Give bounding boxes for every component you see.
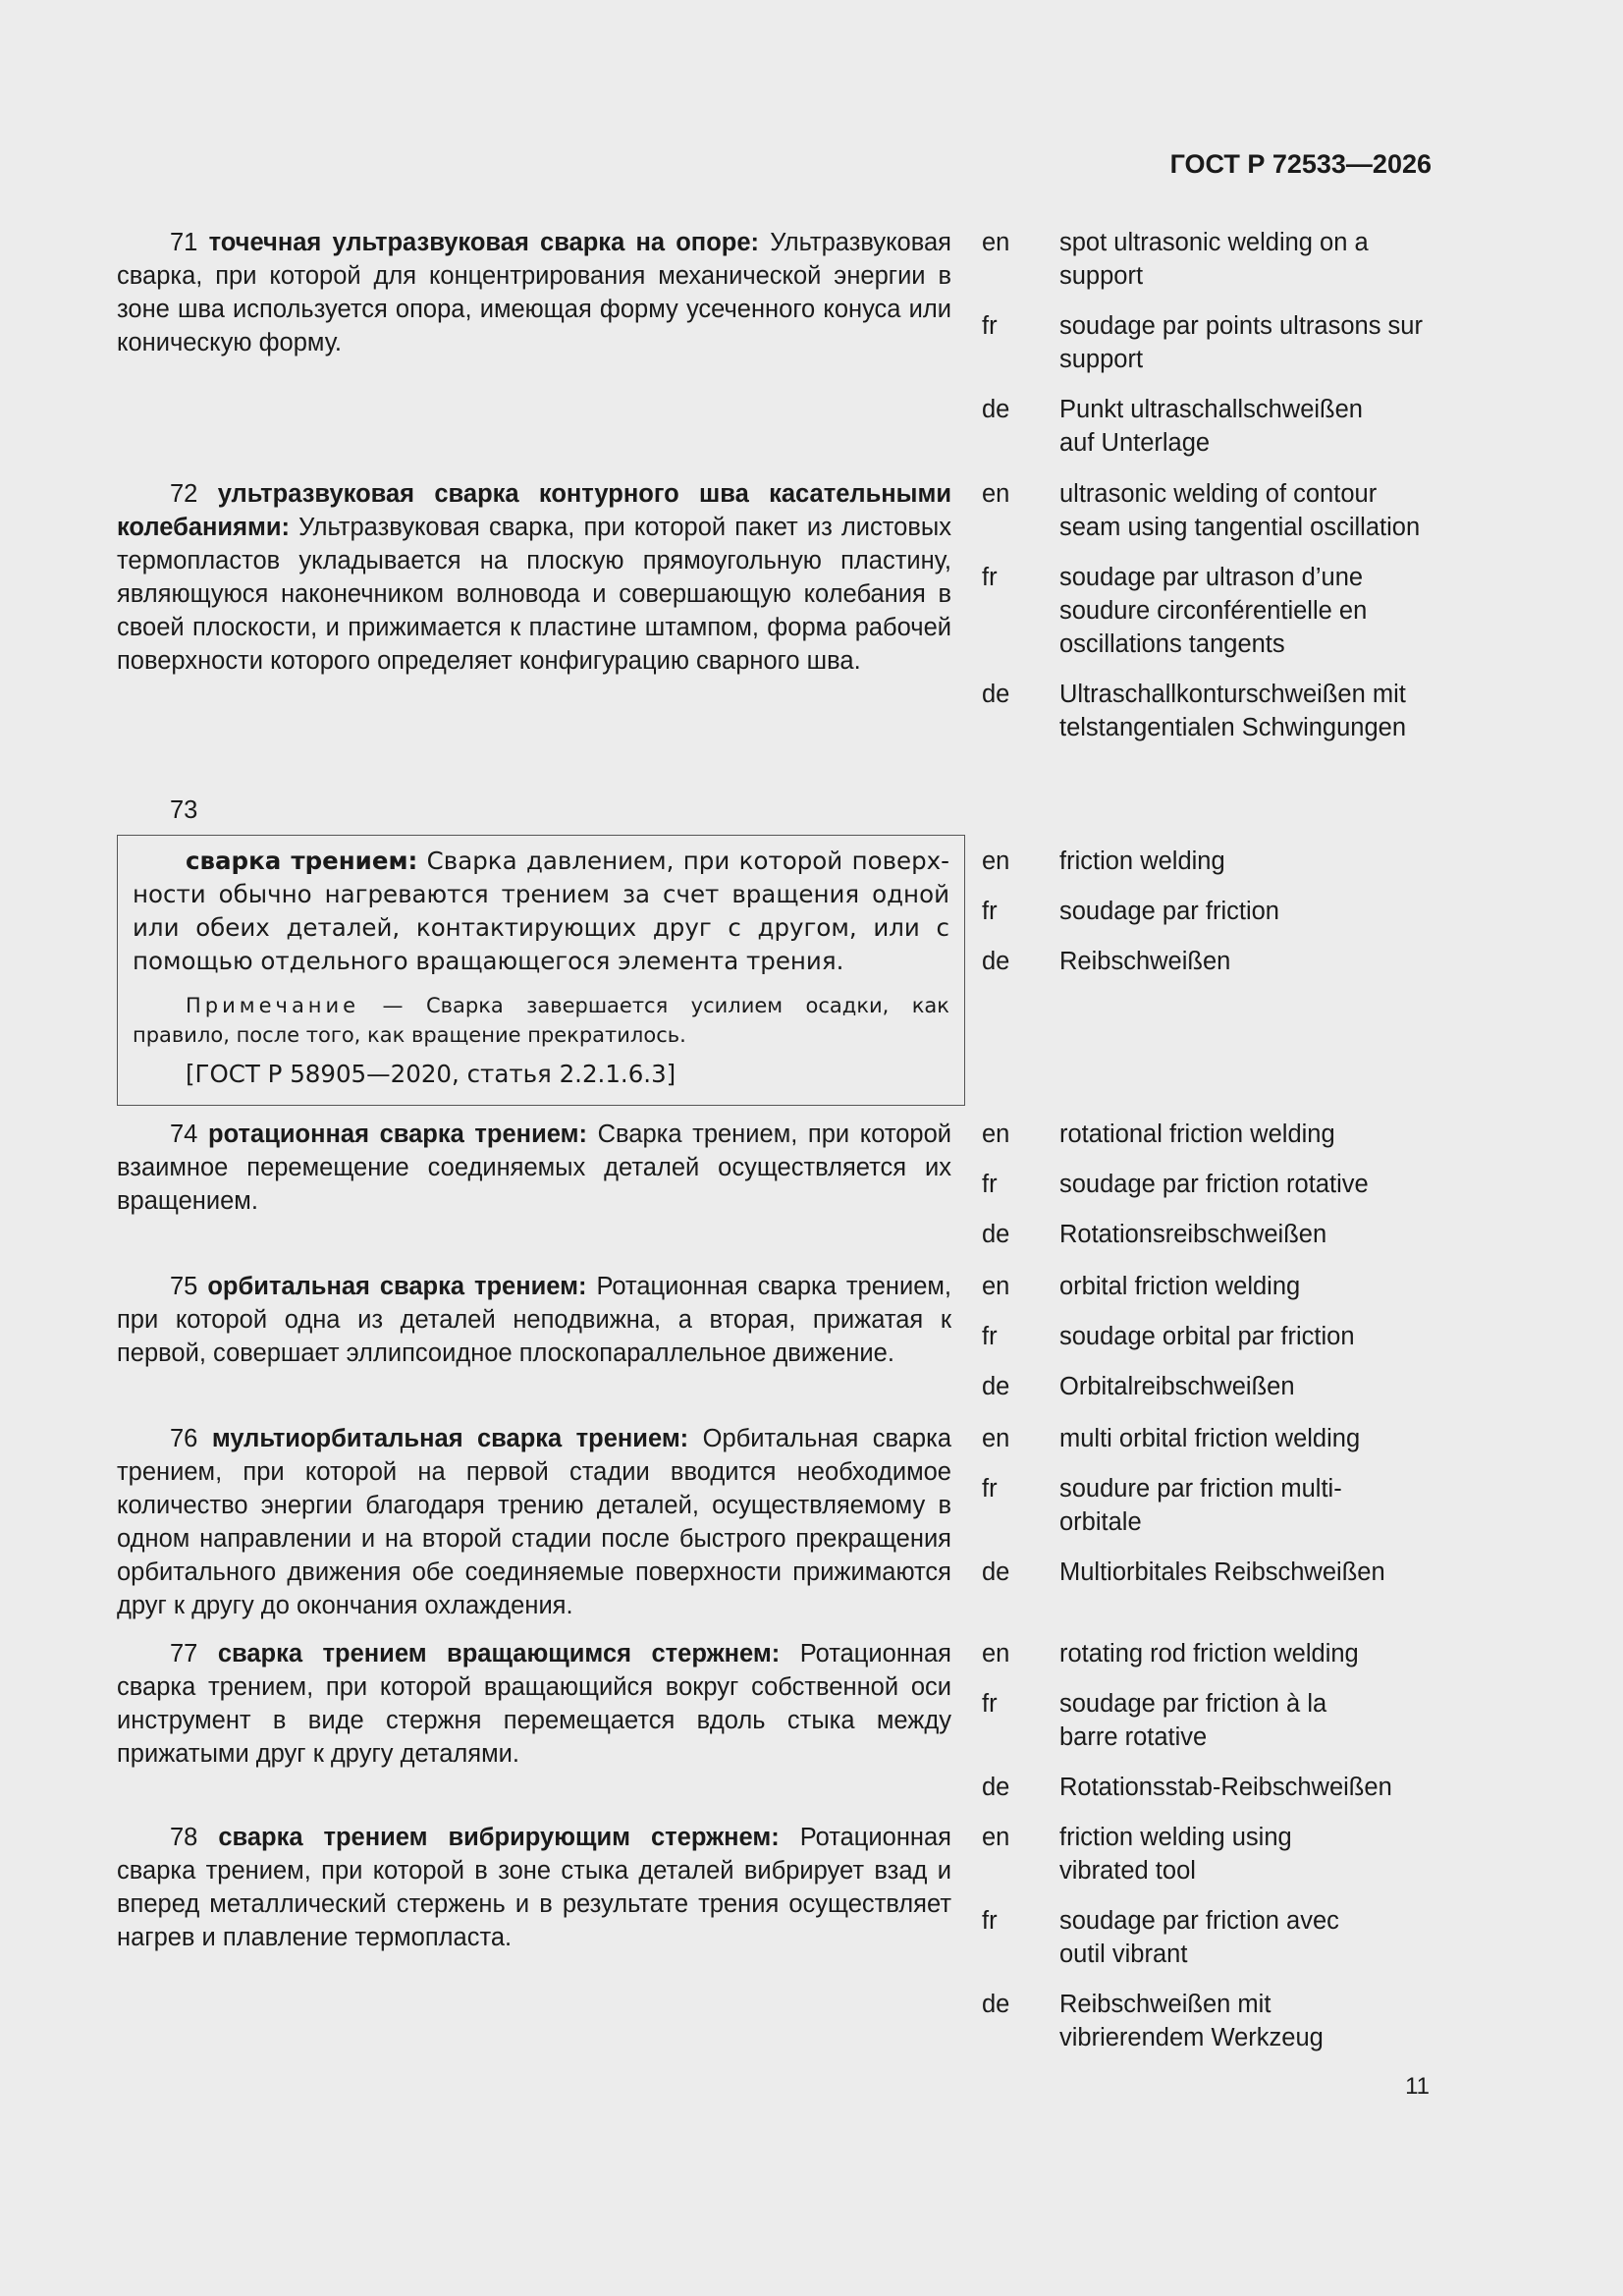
term-text: multi orbital friction welding	[1059, 1425, 1361, 1452]
definition-text: Ультразвуковая сварка, при которой для концентрирования механической энергии в зоне шва используется опора, имеющая форму усеченного конуса или коническую форму.	[117, 229, 951, 356]
lang-code: de	[982, 681, 1010, 708]
definition-text: Ультразвуковая сварка, при которой пакет из листовых термопластов укладывается на плоскую прямоугольную пластину, являющуюся наконечником волновода и совершающую колебания в своей плоскости, и прижимается к пластине штампом, форма рабочей поверхности которого определяет конфигурацию сварного шва.	[117, 514, 951, 675]
definition-text: Ротационная сварка трением, при которой вращающийся вокруг собственной оси инструмент в виде стержня перемещается вдоль стыка между прижатыми друг к другу деталями.	[117, 1640, 951, 1768]
definition-text: Сварка давлением, при которой поверхности обычно нагреваются трением за счет вращения одной или обеих деталей, контактирующих друг с другом, или с помощью отдельного вращающегося элемента трения.	[133, 847, 949, 975]
term-en	[982, 1118, 1434, 1151]
definition-74	[117, 1118, 951, 1218]
term-text: Orbitalreibschweißen	[1059, 1373, 1295, 1400]
lang-code: fr	[982, 898, 998, 925]
term-text: friction welding using vibrated tool	[1059, 1824, 1292, 1885]
lang-code: fr	[982, 312, 998, 340]
term-text: soudage par ultrason d’une soudure circonférentielle en oscillations tangents	[1059, 564, 1368, 658]
source-reference: [ГОСТ Р 58905—2020, статья 2.2.1.6.3]	[186, 1060, 676, 1088]
term-en	[982, 1270, 1434, 1303]
lang-code: en	[982, 480, 1010, 508]
term-en	[982, 226, 1434, 293]
definition-71	[117, 226, 951, 359]
term-de	[982, 1988, 1434, 2054]
lang-code: fr	[982, 1907, 998, 1935]
term-fr	[982, 1320, 1434, 1353]
term-text: Reibschweißen	[1059, 948, 1231, 975]
term-text: soudage par points ultrasons sur support	[1059, 312, 1423, 373]
lang-code: de	[982, 1991, 1010, 2018]
term-de	[982, 945, 1434, 978]
equivalents-71	[982, 226, 1434, 476]
equivalents-78	[982, 1821, 1434, 2071]
term-text: rotating rod friction welding	[1059, 1640, 1359, 1667]
term-text: Multiorbitales Reibschweißen	[1059, 1558, 1385, 1586]
note	[133, 991, 949, 1050]
definition-75	[117, 1270, 951, 1370]
term-text: Rotationsstab-Reibschweißen	[1059, 1774, 1392, 1801]
definition-text: Орбитальная сварка трением, при которой на первой стадии вводится необходимое количество энергии благодаря трению деталей, осуществляемому в одном направлении и на второй стадии после быстрого прекращения орбитального движения обе соединяемые поверхности прижимаются друг к другу до окончания охлаждения.	[117, 1425, 952, 1619]
term-text: soudage par friction à la barre rotative	[1059, 1690, 1327, 1751]
entry-number: 77	[170, 1640, 198, 1667]
lang-code: en	[982, 1640, 1010, 1667]
entry-number: 74	[170, 1121, 198, 1148]
term-fr	[982, 1687, 1434, 1754]
equivalents-77	[982, 1637, 1434, 1821]
note-label: Примечание	[186, 994, 360, 1017]
lang-code: de	[982, 1558, 1010, 1586]
lang-code: fr	[982, 1690, 998, 1718]
term-ru: сварка трением вибрирующим стержнем:	[218, 1824, 780, 1851]
term-de	[982, 393, 1434, 460]
term-fr	[982, 1904, 1434, 1971]
lang-code: de	[982, 1373, 1010, 1400]
note-text: — Сварка завершается усилием осадки, как правило, после того, как вращение прекратилось.	[133, 994, 949, 1047]
definition-72	[117, 477, 951, 678]
term-ru: ротационная сварка трением:	[208, 1121, 587, 1148]
lang-code: de	[982, 1774, 1010, 1801]
lang-code: en	[982, 847, 1010, 875]
definition-76	[117, 1422, 951, 1622]
definition-77	[117, 1637, 951, 1771]
term-de	[982, 1370, 1434, 1403]
lang-code: fr	[982, 1475, 998, 1503]
lang-code: fr	[982, 1171, 998, 1198]
lang-code: en	[982, 1121, 1010, 1148]
entry-number: 76	[170, 1425, 198, 1452]
equivalents-76	[982, 1422, 1434, 1606]
entry-number: 72	[170, 480, 198, 508]
lang-code: de	[982, 948, 1010, 975]
term-text: Punkt ultraschallschweißen auf Unterlage	[1059, 396, 1363, 457]
term-ru: точечная ультразвуковая сварка на опоре:	[208, 229, 760, 256]
term-ru: орбитальная сварка трением:	[207, 1273, 587, 1300]
term-text: soudage orbital par friction	[1059, 1323, 1355, 1350]
term-fr	[982, 309, 1434, 376]
entry-number: 75	[170, 1273, 198, 1300]
term-ru: мультиорбитальная сварка трением:	[211, 1425, 689, 1452]
lang-code: de	[982, 396, 1010, 423]
term-text: friction welding	[1059, 847, 1225, 875]
term-text: soudage par friction	[1059, 898, 1279, 925]
term-de	[982, 678, 1434, 744]
term-text: orbital friction welding	[1059, 1273, 1301, 1300]
term-en	[982, 477, 1434, 544]
term-text: rotational friction welding	[1059, 1121, 1335, 1148]
term-ru: сварка трением:	[186, 847, 418, 875]
term-en	[982, 1422, 1434, 1455]
definition-text: Ротационная сварка трением, при которой в зоне стыка деталей вибрирует взад и вперед металлический стержень и в результате трения осуществляет нагрев и плавление термопласта.	[117, 1824, 951, 1951]
equivalents-72	[982, 477, 1434, 761]
entry-number: 78	[170, 1824, 198, 1851]
equivalents-75	[982, 1270, 1434, 1420]
lang-code: fr	[982, 564, 998, 591]
term-de	[982, 1556, 1434, 1589]
term-text: spot ultrasonic welding on a support	[1059, 229, 1369, 290]
term-text: soudage par friction avec outil vibrant	[1059, 1907, 1339, 1968]
term-fr	[982, 1472, 1434, 1539]
term-fr	[982, 895, 1434, 928]
term-fr	[982, 1168, 1434, 1201]
term-fr	[982, 561, 1434, 661]
definition-78	[117, 1821, 951, 1954]
term-text: ultrasonic welding of contour seam using tangential oscillation	[1059, 480, 1421, 541]
term-text: Rotationsreibschweißen	[1059, 1221, 1327, 1248]
lang-code: en	[982, 1824, 1010, 1851]
lang-code: de	[982, 1221, 1010, 1248]
page-number: 11	[1405, 2073, 1430, 2100]
term-text: soudure par friction multiorbitale	[1059, 1475, 1342, 1536]
equivalents-73	[982, 845, 1434, 995]
term-en	[982, 1637, 1434, 1670]
term-de	[982, 1771, 1434, 1804]
entry-number-73: 73	[170, 796, 198, 824]
equivalents-74	[982, 1118, 1434, 1268]
term-en	[982, 845, 1434, 878]
term-text: Ultraschallkonturschweißen mit telstangentialen Schwingungen	[1059, 681, 1407, 741]
lang-code: en	[982, 1273, 1010, 1300]
definition-text: Сварка трением, при которой взаимное перемещение соединяемых деталей осуществляется их вращением.	[117, 1121, 952, 1215]
term-en	[982, 1821, 1434, 1887]
framed-definition-73	[117, 835, 965, 1106]
lang-code: en	[982, 1425, 1010, 1452]
entry-number: 71	[170, 229, 198, 256]
term-text: Reibschweißen mit vibrierendem Werkzeug	[1059, 1991, 1324, 2051]
lang-code: en	[982, 229, 1010, 256]
term-text: soudage par friction rotative	[1059, 1171, 1369, 1198]
term-ru: ультразвуковая сварка контурного шва касательными колебаниями:	[117, 480, 951, 541]
definition-text: Ротационная сварка трением, при которой одна из деталей неподвижна, а вторая, прижатая к первой, совершает эллипсоидное плоскопараллельное движение.	[117, 1273, 951, 1367]
document-number: ГОСТ Р 72533—2026	[1169, 149, 1432, 179]
lang-code: fr	[982, 1323, 998, 1350]
term-ru: сварка трением вращающимся стержнем:	[217, 1640, 781, 1667]
term-de	[982, 1218, 1434, 1251]
